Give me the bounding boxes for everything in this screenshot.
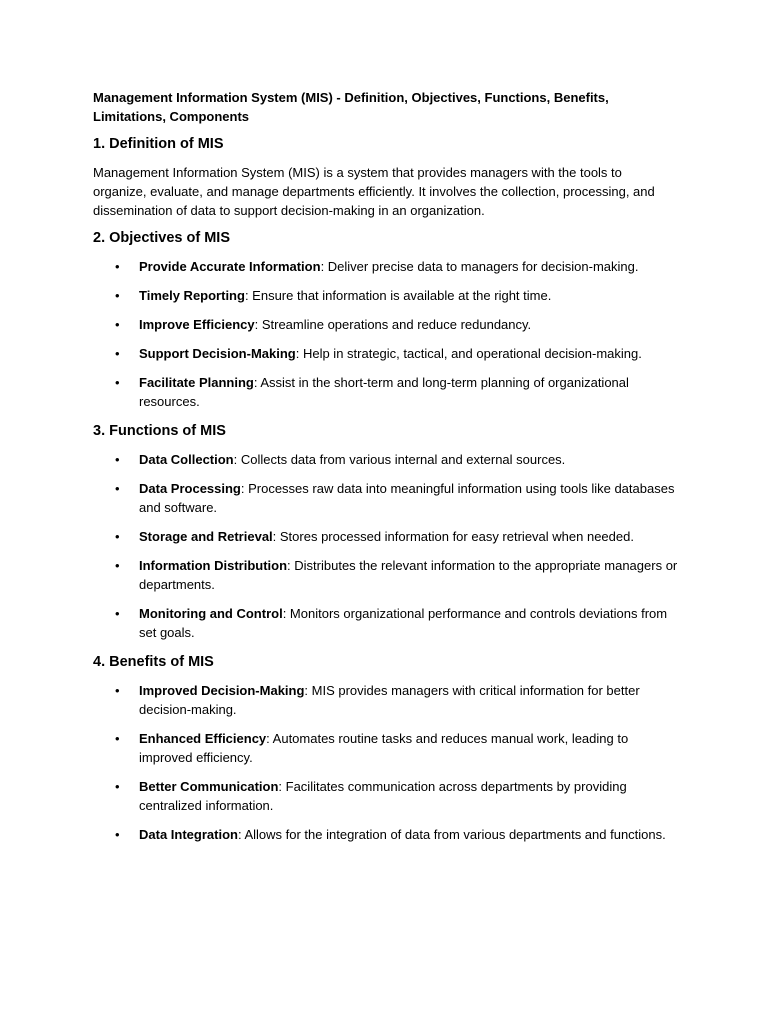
list-item <box>93 315 678 334</box>
item-term: Better Communication <box>139 779 279 794</box>
list-item <box>93 604 678 642</box>
section-heading: 1. Definition of MIS <box>93 136 224 152</box>
list-item <box>93 479 678 517</box>
list-item <box>93 450 678 469</box>
bullet-icon: • <box>115 558 120 573</box>
item-term: Enhanced Efficiency <box>139 731 267 746</box>
item-text: : Stores processed information for easy retrieval when needed. <box>272 529 634 544</box>
bullet-icon: • <box>115 827 120 842</box>
list-item <box>93 681 678 719</box>
item-text: : Help in strategic, tactical, and operational decision-making. <box>295 346 642 361</box>
document-page <box>93 88 678 854</box>
item-term: Provide Accurate Information <box>139 259 321 274</box>
section-heading: 3. Functions of MIS <box>93 423 226 439</box>
section-objectives <box>93 228 678 411</box>
bullet-icon: • <box>115 375 120 390</box>
item-term: Storage and Retrieval <box>139 529 273 544</box>
list-item <box>93 373 678 411</box>
item-term: Data Collection <box>139 452 234 467</box>
bullet-icon: • <box>115 346 120 361</box>
bullet-icon: • <box>115 481 120 496</box>
item-term: Monitoring and Control <box>139 606 283 621</box>
bullet-list <box>93 257 678 411</box>
section-definition <box>93 134 678 220</box>
list-item <box>93 777 678 815</box>
bullet-icon: • <box>115 731 120 746</box>
item-text: : MIS provides managers with critical information for better decision-making. <box>139 683 640 717</box>
bullet-icon: • <box>115 529 120 544</box>
list-item <box>93 344 678 363</box>
bullet-icon: • <box>115 606 120 621</box>
list-item <box>93 556 678 594</box>
item-term: Timely Reporting <box>139 288 245 303</box>
item-term: Information Distribution <box>139 558 288 573</box>
section-paragraph: Management Information System (MIS) is a system that provides managers with the tools to organize, evaluate, and manage departments efficiently. It involves the collection, processing, and dissemination of data to support decision-making in an organization. <box>93 165 655 218</box>
item-term: Facilitate Planning <box>139 375 254 390</box>
list-item <box>93 286 678 305</box>
list-item <box>93 825 678 844</box>
list-item <box>93 257 678 276</box>
bullet-icon: • <box>115 317 120 332</box>
item-term: Data Integration <box>139 827 238 842</box>
section-functions <box>93 421 678 642</box>
bullet-icon: • <box>115 683 120 698</box>
list-item <box>93 729 678 767</box>
item-term: Data Processing <box>139 481 241 496</box>
item-text: : Ensure that information is available at the right time. <box>244 288 552 303</box>
bullet-icon: • <box>115 288 120 303</box>
item-term: Improved Decision-Making <box>139 683 305 698</box>
item-text: : Streamline operations and reduce redundancy. <box>254 317 532 332</box>
item-text: : Deliver precise data to managers for decision-making. <box>320 259 639 274</box>
bullet-list <box>93 681 678 844</box>
document-title: Management Information System (MIS) - Definition, Objectives, Functions, Benefits, Limitations, Components <box>93 90 609 124</box>
item-text: : Distributes the relevant information to the appropriate managers or departments. <box>139 558 678 592</box>
section-benefits <box>93 652 678 844</box>
item-text: : Monitors organizational performance and controls deviations from set goals. <box>139 606 668 640</box>
bullet-icon: • <box>115 259 120 274</box>
item-text: : Automates routine tasks and reduces manual work, leading to improved efficiency. <box>139 731 629 765</box>
item-text: : Collects data from various internal and external sources. <box>233 452 566 467</box>
item-text: : Processes raw data into meaningful information using tools like databases and software. <box>139 481 675 515</box>
section-heading: 2. Objectives of MIS <box>93 230 230 246</box>
section-heading: 4. Benefits of MIS <box>93 654 214 670</box>
bullet-icon: • <box>115 779 120 794</box>
bullet-list <box>93 450 678 642</box>
item-text: : Assist in the short-term and long-term planning of organizational resources. <box>139 375 629 409</box>
list-item <box>93 527 678 546</box>
item-text: : Facilitates communication across departments by providing centralized information. <box>139 779 627 813</box>
item-term: Support Decision-Making <box>139 346 296 361</box>
item-term: Improve Efficiency <box>139 317 255 332</box>
bullet-icon: • <box>115 452 120 467</box>
item-text: : Allows for the integration of data from various departments and functions. <box>237 827 666 842</box>
